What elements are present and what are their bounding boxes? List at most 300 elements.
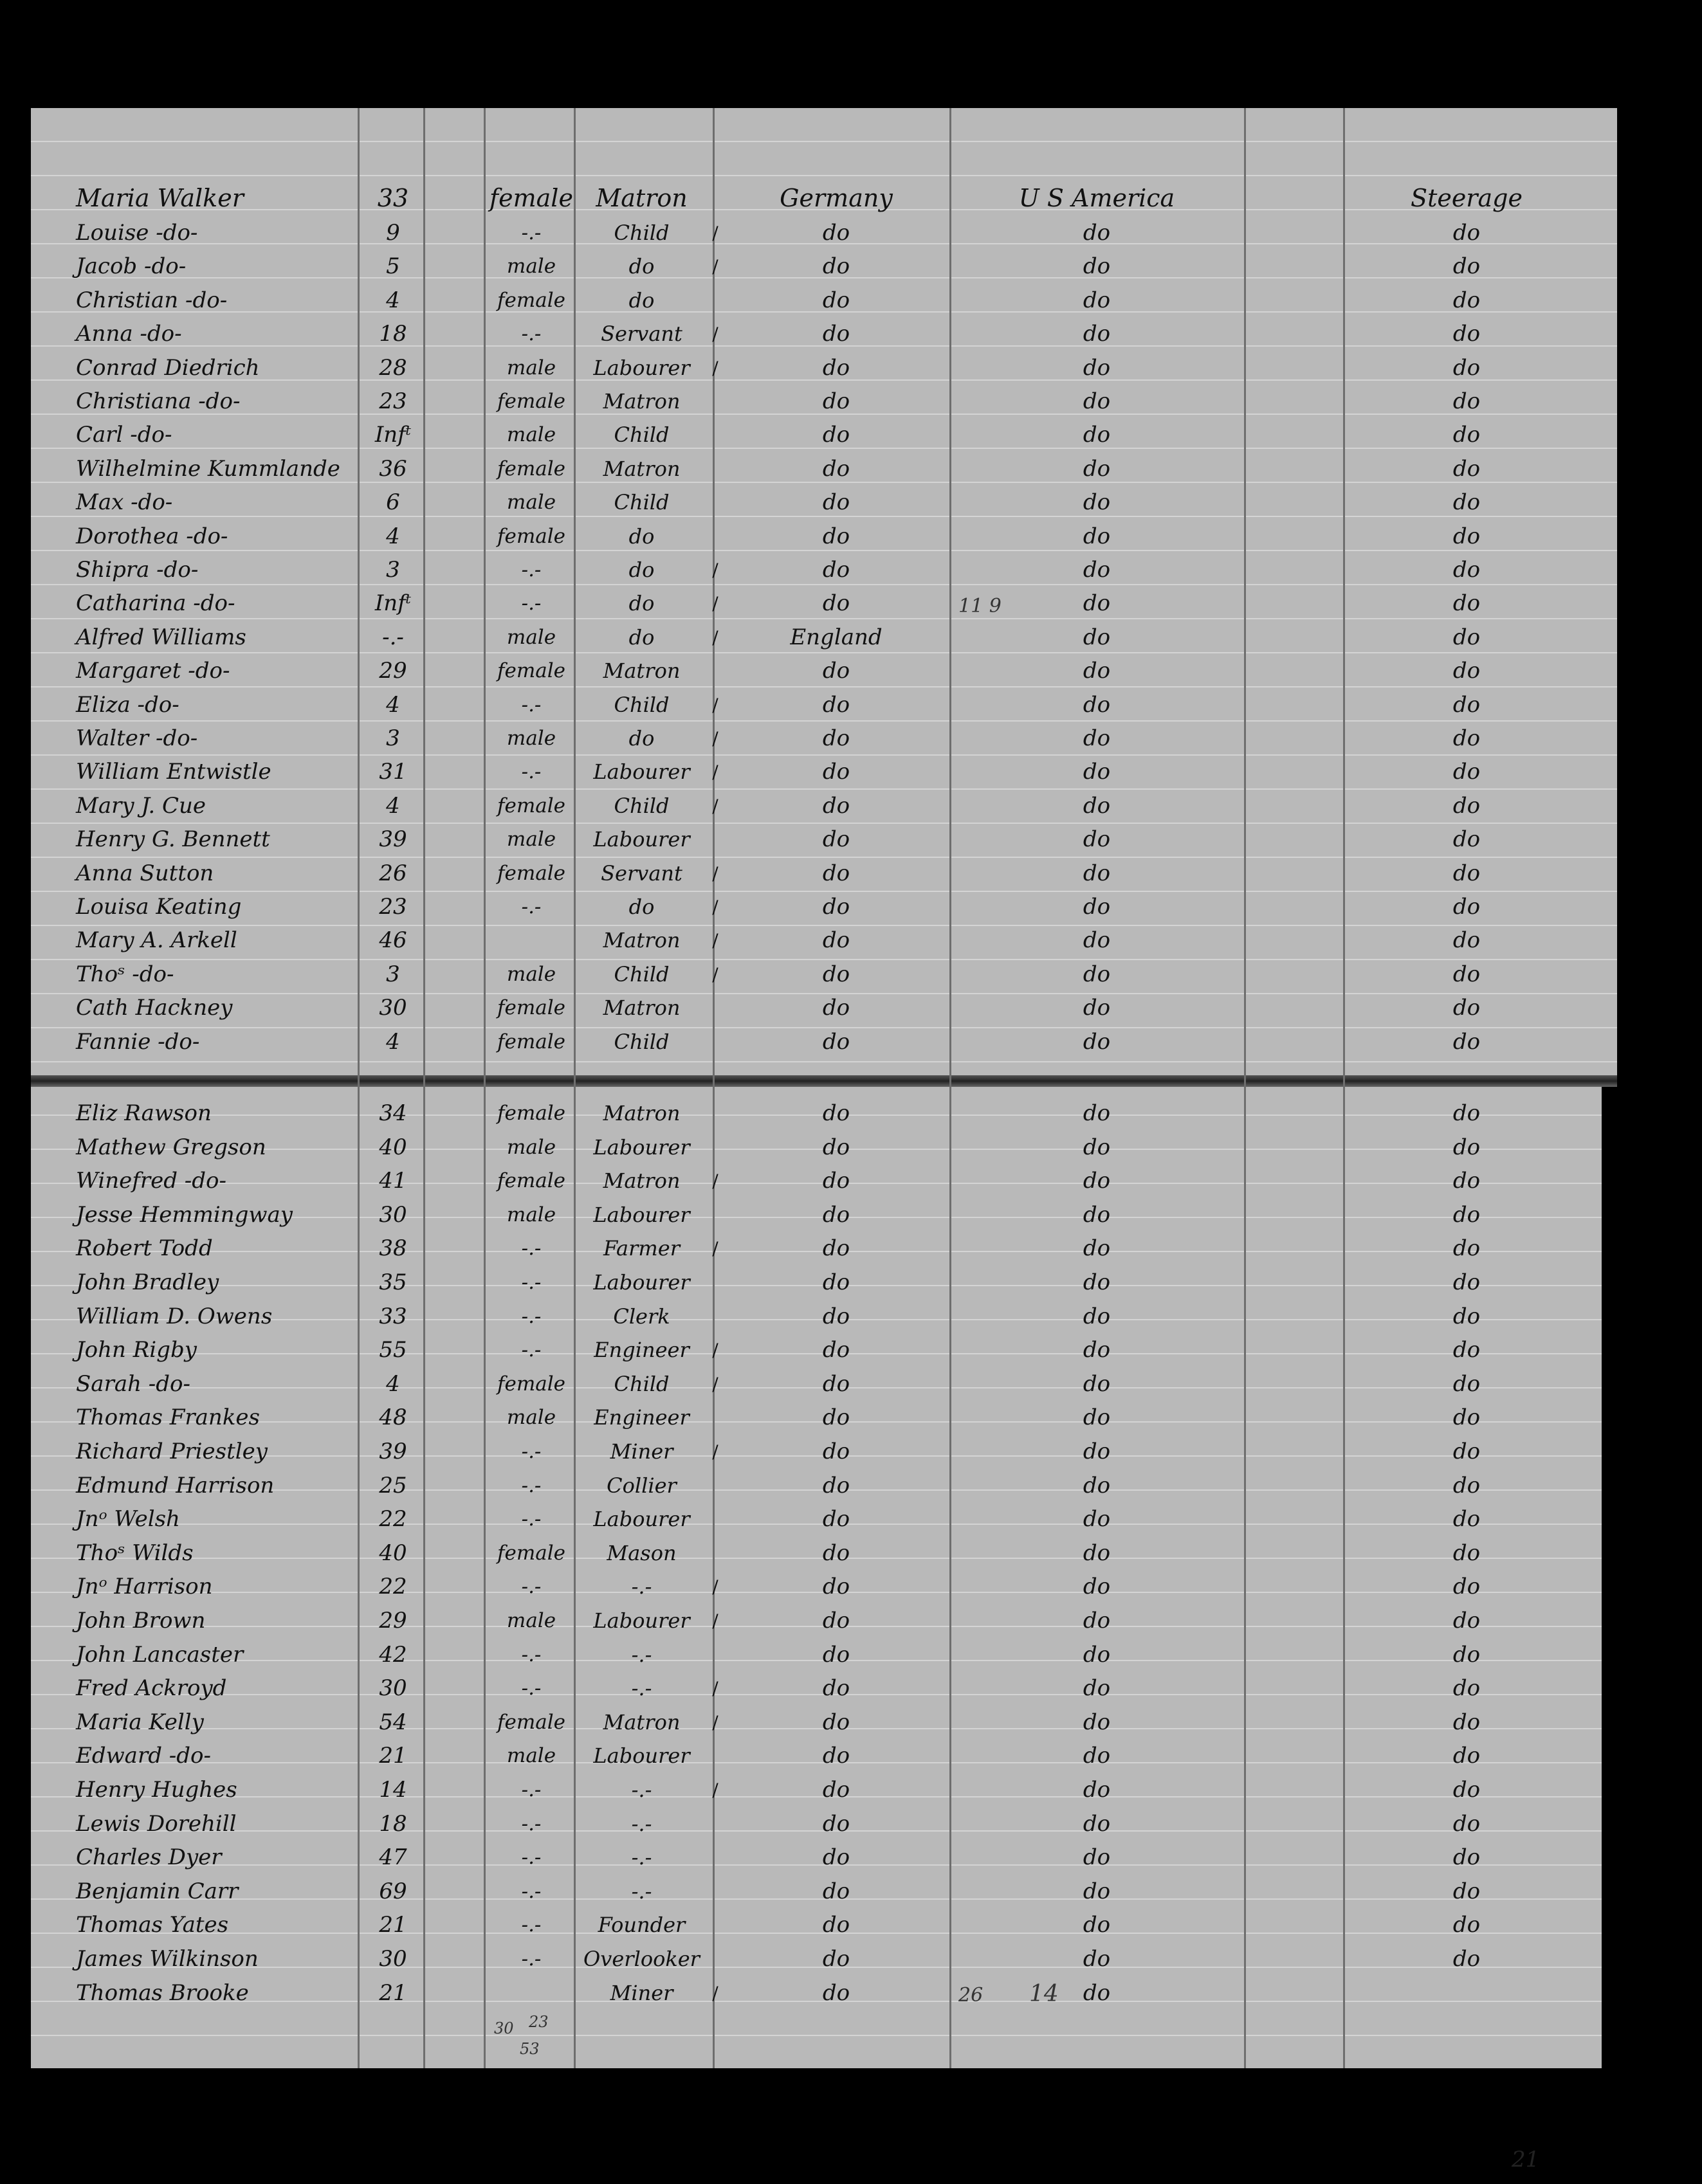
passenger-occupation: Matron: [603, 928, 681, 953]
check-mark: [708, 1198, 723, 1232]
passenger-name: Edmund Harrison: [76, 1472, 275, 1498]
passenger-class: Steerage: [1411, 184, 1523, 212]
passenger-occupation: Clerk: [613, 1304, 670, 1329]
passenger-occupation: -.-: [631, 1676, 652, 1701]
passenger-class: do: [1452, 961, 1481, 987]
country-of-origin: do: [822, 1303, 850, 1329]
country-of-origin: Germany: [780, 184, 893, 212]
passenger-sex: female: [497, 1372, 565, 1396]
passenger-occupation: Labourer: [593, 1743, 690, 1769]
passenger-age: 22: [379, 1574, 407, 1600]
manifest-row: [0, 418, 1702, 452]
passenger-class: do: [1452, 1201, 1481, 1228]
passenger-occupation: Labourer: [593, 760, 690, 785]
passenger-sex: -.-: [521, 1440, 542, 1463]
passenger-sex: -.-: [521, 1913, 542, 1937]
passenger-occupation: Founder: [598, 1913, 686, 1938]
check-mark: /: [712, 1610, 718, 1632]
passenger-occupation: do: [628, 624, 655, 650]
passenger-class: do: [1452, 1641, 1481, 1668]
passenger-class: do: [1452, 691, 1481, 718]
destination-country: do: [1083, 1946, 1111, 1972]
country-of-origin: do: [822, 1844, 850, 1871]
destination-country: do: [1083, 388, 1111, 414]
passenger-sex: male: [506, 491, 556, 514]
passenger-sex: -.-: [521, 1575, 542, 1599]
country-of-origin: do: [822, 1810, 850, 1837]
destination-country: do: [1083, 489, 1111, 516]
passenger-age: 4: [386, 287, 400, 313]
manifest-row: [0, 385, 1702, 419]
country-of-origin: do: [822, 1100, 850, 1126]
passenger-sex: -.-: [521, 693, 542, 716]
check-mark: [708, 418, 723, 452]
passenger-class: do: [1452, 1743, 1481, 1769]
destination-country: do: [1083, 1472, 1111, 1498]
check-mark: [708, 1502, 723, 1536]
country-of-origin: do: [822, 1675, 850, 1702]
manifest-row: [0, 924, 1702, 958]
passenger-name: Mathew Gregson: [76, 1134, 266, 1160]
country-of-origin: do: [822, 792, 850, 819]
passenger-name: Thoˢ -do-: [76, 961, 174, 987]
passenger-occupation: do: [628, 254, 655, 279]
country-of-origin: do: [822, 1337, 850, 1363]
passenger-name: Benjamin Carr: [76, 1878, 239, 1904]
check-mark: /: [712, 694, 718, 716]
passenger-age: 21: [379, 1979, 407, 2006]
check-mark: [708, 1131, 723, 1165]
passenger-age: 46: [379, 927, 407, 954]
passenger-sex: male: [506, 255, 556, 278]
tally-note: 26: [958, 1984, 984, 2007]
passenger-occupation: Miner: [610, 1980, 673, 2005]
destination-country: do: [1083, 1641, 1111, 1668]
country-of-origin: do: [822, 590, 850, 617]
passenger-age: 18: [379, 321, 407, 347]
passenger-sex: female: [497, 1710, 565, 1734]
passenger-class: do: [1452, 590, 1481, 617]
passenger-class: do: [1452, 1844, 1481, 1871]
passenger-occupation: Labourer: [593, 1134, 690, 1160]
passenger-occupation: Child: [614, 1371, 670, 1396]
passenger-name: Edward -do-: [76, 1743, 211, 1769]
passenger-class: [1377, 1976, 1557, 2010]
check-mark: [708, 1097, 723, 1131]
manifest-row: [0, 1435, 1702, 1469]
passenger-occupation: Engineer: [594, 1405, 690, 1430]
passenger-age: 21: [379, 1743, 407, 1769]
destination-country: do: [1083, 557, 1111, 583]
manifest-row: [0, 1232, 1702, 1266]
passenger-sex: -.-: [521, 1271, 542, 1294]
check-mark: /: [712, 862, 718, 884]
country-of-origin: do: [822, 1878, 850, 1904]
manifest-row: [0, 755, 1702, 789]
manifest-row: [0, 621, 1702, 655]
manifest-row: [0, 1908, 1702, 1942]
check-mark: /: [712, 795, 718, 817]
passenger-name: Jesse Hemmingway: [76, 1201, 293, 1228]
country-of-origin: do: [822, 658, 850, 684]
passenger-sex: -.-: [521, 1947, 542, 1970]
passenger-sex: -.-: [521, 1643, 542, 1666]
passenger-sex: -.-: [521, 1338, 542, 1362]
destination-country: U S America: [1018, 184, 1175, 212]
passenger-occupation: Mason: [607, 1540, 677, 1565]
destination-country: do: [1083, 354, 1111, 381]
country-of-origin: do: [822, 557, 850, 583]
passenger-age: 28: [379, 354, 407, 381]
check-mark: /: [712, 560, 718, 581]
passenger-age: 25: [379, 1472, 407, 1498]
destination-country: do: [1083, 1709, 1111, 1735]
passenger-occupation: do: [628, 591, 655, 616]
destination-country: do: [1083, 1810, 1111, 1837]
passenger-sex: male: [506, 828, 556, 851]
manifest-row: [0, 1536, 1702, 1570]
passenger-class: do: [1452, 422, 1481, 448]
destination-country: do: [1083, 792, 1111, 819]
passenger-name: Maria Kelly: [76, 1709, 204, 1735]
check-mark: [708, 452, 723, 486]
destination-country: do: [1083, 1028, 1111, 1055]
destination-country: do: [1083, 253, 1111, 280]
passenger-name: Christiana -do-: [76, 388, 241, 414]
country-of-origin: do: [822, 1370, 850, 1397]
passenger-sex: male: [506, 1135, 556, 1159]
passenger-class: do: [1452, 1810, 1481, 1837]
passenger-sex: [486, 1976, 576, 2010]
manifest-row: [0, 958, 1702, 992]
check-mark: /: [712, 357, 718, 379]
passenger-name: Charles Dyer: [76, 1844, 222, 1871]
passenger-name: John Lancaster: [76, 1641, 244, 1668]
manifest-row: [0, 1942, 1702, 1976]
manifest-row: [0, 1976, 1702, 2010]
passenger-age: 3: [386, 725, 400, 751]
destination-country: do: [1083, 1168, 1111, 1194]
passenger-class: do: [1452, 321, 1481, 347]
passenger-occupation: Matron: [603, 1101, 681, 1125]
check-mark: [708, 1739, 723, 1773]
manifest-first-row: [0, 181, 1702, 215]
passenger-class: do: [1452, 1337, 1481, 1363]
passenger-class: do: [1452, 1100, 1481, 1126]
country-of-origin: do: [822, 1405, 850, 1431]
destination-country: do: [1083, 1912, 1111, 1938]
manifest-row: [0, 1570, 1702, 1604]
destination-country: do: [1083, 1608, 1111, 1633]
passenger-age: 4: [386, 523, 400, 549]
passenger-sex: -.-: [521, 1879, 542, 1903]
passenger-occupation: Servant: [601, 860, 682, 886]
page-number: 21: [1512, 2147, 1540, 2172]
passenger-sex: female: [497, 1169, 565, 1193]
passenger-class: do: [1452, 287, 1481, 313]
country-of-origin: do: [822, 725, 850, 751]
check-mark: [708, 284, 723, 318]
manifest-row: [0, 1198, 1702, 1232]
passenger-name: James Wilkinson: [76, 1946, 259, 1972]
passenger-age: 30: [379, 1675, 407, 1702]
destination-country: do: [1083, 523, 1111, 549]
passenger-class: do: [1452, 1370, 1481, 1397]
manifest-row: [0, 1841, 1702, 1875]
passenger-sex: -.-: [521, 221, 542, 244]
passenger-sex: male: [506, 625, 556, 649]
passenger-occupation: do: [628, 726, 655, 751]
check-mark: /: [712, 1340, 718, 1361]
check-mark: [708, 1469, 723, 1503]
passenger-age: 21: [379, 1912, 407, 1938]
passenger-occupation: Miner: [610, 1439, 673, 1464]
check-mark: /: [712, 1238, 718, 1260]
passenger-sex: -.-: [521, 760, 542, 784]
check-mark: [708, 1908, 723, 1942]
passenger-sex: -.-: [521, 1237, 542, 1260]
manifest-row: [0, 520, 1702, 554]
passenger-name: John Rigby: [76, 1337, 197, 1363]
check-mark: /: [712, 223, 718, 244]
passenger-age: 4: [386, 792, 400, 819]
manifest-row: [0, 1671, 1702, 1706]
passenger-occupation: Overlooker: [583, 1947, 700, 1971]
passenger-class: do: [1452, 455, 1481, 482]
manifest-row: [0, 1875, 1702, 1909]
country-of-origin: do: [822, 1641, 850, 1668]
passenger-age: 5: [386, 253, 400, 280]
check-mark: /: [712, 1711, 718, 1733]
passenger-age: 29: [379, 658, 407, 684]
manifest-row: [0, 1807, 1702, 1841]
passenger-age: 31: [379, 759, 407, 785]
passenger-name: Mary A. Arkell: [76, 927, 237, 954]
destination-country: do: [1083, 1370, 1111, 1397]
check-mark: /: [712, 896, 718, 918]
passenger-age: 34: [379, 1100, 407, 1126]
country-of-origin: do: [822, 1743, 850, 1769]
destination-country: do: [1083, 321, 1111, 347]
manifest-row: [0, 216, 1702, 250]
check-mark: /: [712, 1982, 718, 2004]
passenger-occupation: -.-: [631, 1778, 652, 1802]
country-of-origin: do: [822, 321, 850, 347]
passenger-sex: -.-: [521, 1507, 542, 1531]
passenger-age: 35: [379, 1269, 407, 1295]
destination-country: do: [1083, 691, 1111, 718]
country-of-origin: do: [822, 1574, 850, 1600]
country-of-origin: do: [822, 287, 850, 313]
passenger-age: 38: [379, 1235, 407, 1262]
age-sum-note: 30: [494, 2019, 514, 2037]
passenger-sex: male: [506, 423, 556, 447]
destination-country: do: [1083, 590, 1111, 617]
country-of-origin: do: [822, 860, 850, 886]
country-of-origin: do: [822, 1979, 850, 2006]
check-mark: /: [712, 1678, 718, 1700]
passenger-sex: -.-: [521, 558, 542, 581]
passenger-occupation: Farmer: [603, 1236, 680, 1261]
passenger-occupation: Child: [614, 490, 670, 515]
passenger-age: 54: [379, 1709, 407, 1735]
passenger-sex: [486, 924, 576, 958]
passenger-name: Thoˢ Wilds: [76, 1540, 194, 1566]
passenger-occupation: Child: [614, 423, 670, 448]
passenger-age: 3: [386, 961, 400, 987]
country-of-origin: do: [822, 1134, 850, 1160]
passenger-age: 14: [379, 1777, 407, 1803]
manifest-row: [0, 991, 1702, 1025]
passenger-name: Winefred -do-: [76, 1168, 226, 1194]
passenger-sex: -.-: [521, 1304, 542, 1328]
passenger-occupation: Child: [614, 1029, 670, 1054]
passenger-name: Maria Walker: [76, 184, 244, 212]
passenger-class: do: [1452, 624, 1481, 650]
passenger-name: Louise -do-: [76, 220, 198, 246]
manifest-row: [0, 1266, 1702, 1300]
passenger-age: 55: [379, 1337, 407, 1363]
manifest-row: [0, 1401, 1702, 1435]
passenger-name: Richard Priestley: [76, 1439, 268, 1464]
check-mark: [708, 1266, 723, 1300]
manifest-row: [0, 654, 1702, 688]
age-sum-note: 23: [529, 2013, 549, 2031]
passenger-age: 18: [379, 1810, 407, 1837]
passenger-name: John Brown: [76, 1608, 206, 1633]
manifest-row: [0, 789, 1702, 823]
destination-country: do: [1083, 826, 1111, 853]
passenger-sex: -.-: [521, 1778, 542, 1801]
passenger-class: do: [1452, 1472, 1481, 1498]
passenger-name: Louisa Keating: [76, 894, 242, 920]
destination-country: do: [1083, 624, 1111, 650]
manifest-row: [0, 688, 1702, 722]
passenger-class: do: [1452, 1946, 1481, 1972]
manifest-row: [0, 857, 1702, 891]
passenger-occupation: Child: [614, 961, 670, 987]
tally-note: 14: [1029, 1981, 1059, 2007]
passenger-age: 30: [379, 1201, 407, 1228]
country-of-origin: do: [822, 961, 850, 987]
country-of-origin: do: [822, 1540, 850, 1566]
destination-country: do: [1083, 1134, 1111, 1160]
passenger-age: 30: [379, 1946, 407, 1972]
passenger-name: Anna -do-: [76, 321, 182, 347]
destination-country: do: [1083, 1777, 1111, 1803]
passenger-name: John Bradley: [76, 1269, 219, 1295]
passenger-name: William Entwistle: [76, 759, 271, 785]
passenger-name: Thomas Frankes: [76, 1405, 260, 1431]
check-mark: [708, 823, 723, 857]
passenger-name: Wilhelmine Kummlande: [76, 455, 340, 482]
manifest-row: [0, 1502, 1702, 1536]
passenger-sex: male: [506, 1406, 556, 1430]
check-mark: [708, 991, 723, 1025]
passenger-occupation: Servant: [601, 322, 682, 347]
passenger-occupation: -.-: [631, 1811, 652, 1836]
check-mark: [708, 1841, 723, 1875]
destination-country: do: [1083, 1540, 1111, 1566]
destination-country: do: [1083, 287, 1111, 313]
destination-country: do: [1083, 1100, 1111, 1126]
passenger-class: do: [1452, 1303, 1481, 1329]
passenger-name: Thomas Yates: [76, 1912, 229, 1938]
passenger-class: do: [1452, 927, 1481, 954]
passenger-sex: female: [497, 794, 565, 817]
passenger-occupation: Matron: [603, 389, 681, 414]
manifest-row: [0, 1300, 1702, 1334]
passenger-occupation: Matron: [603, 1709, 681, 1734]
passenger-occupation: do: [628, 558, 655, 582]
country-of-origin: do: [822, 1235, 850, 1262]
manifest-row: [0, 1097, 1702, 1131]
passenger-sex: female: [497, 1030, 565, 1053]
passenger-occupation: Labourer: [593, 1270, 690, 1295]
manifest-row: [0, 1469, 1702, 1503]
passenger-age: 6: [386, 489, 400, 516]
passenger-sex: female: [497, 457, 565, 480]
passenger-name: Henry Hughes: [76, 1777, 237, 1803]
passenger-age: 23: [379, 388, 407, 414]
manifest-row: [0, 1773, 1702, 1807]
destination-country: do: [1083, 1201, 1111, 1228]
passenger-age: Infᵗ: [374, 422, 412, 448]
passenger-class: do: [1452, 1608, 1481, 1633]
check-mark: /: [712, 256, 718, 278]
passenger-age: 42: [379, 1641, 407, 1668]
destination-country: do: [1083, 759, 1111, 785]
passenger-name: Alfred Williams: [76, 624, 246, 650]
destination-country: do: [1083, 1675, 1111, 1702]
passenger-class: do: [1452, 725, 1481, 751]
passenger-class: do: [1452, 253, 1481, 280]
passenger-name: Henry G. Bennett: [76, 826, 270, 853]
passenger-sex: male: [506, 1609, 556, 1632]
destination-country: do: [1083, 658, 1111, 684]
country-of-origin: do: [822, 1472, 850, 1498]
passenger-class: do: [1452, 220, 1481, 246]
country-of-origin: do: [822, 1709, 850, 1735]
check-mark: [708, 654, 723, 688]
passenger-sex: female: [490, 184, 573, 212]
manifest-row: [0, 1739, 1702, 1773]
destination-country: do: [1083, 1844, 1111, 1871]
passenger-occupation: do: [628, 523, 655, 549]
passenger-class: do: [1452, 995, 1481, 1021]
country-of-origin: do: [822, 523, 850, 549]
passenger-age: 36: [379, 455, 407, 482]
country-of-origin: do: [822, 1777, 850, 1803]
passenger-occupation: Engineer: [594, 1338, 690, 1363]
manifest-row: [0, 486, 1702, 520]
check-mark: /: [712, 1170, 718, 1192]
passenger-name: Max -do-: [76, 489, 173, 516]
passenger-sex: male: [506, 356, 556, 379]
passenger-age: 41: [379, 1168, 407, 1194]
passenger-sex: male: [506, 727, 556, 750]
passenger-name: Dorothea -do-: [76, 523, 228, 549]
passenger-age: 4: [386, 691, 400, 718]
passenger-sex: -.-: [521, 1473, 542, 1497]
passenger-name: Fannie -do-: [76, 1028, 200, 1055]
passenger-name: Robert Todd: [76, 1235, 213, 1262]
passenger-age: 33: [379, 1303, 407, 1329]
passenger-occupation: Child: [614, 692, 670, 717]
passenger-occupation: Matron: [603, 1169, 681, 1194]
passenger-class: do: [1452, 1574, 1481, 1600]
passenger-age: -.-: [382, 624, 404, 650]
